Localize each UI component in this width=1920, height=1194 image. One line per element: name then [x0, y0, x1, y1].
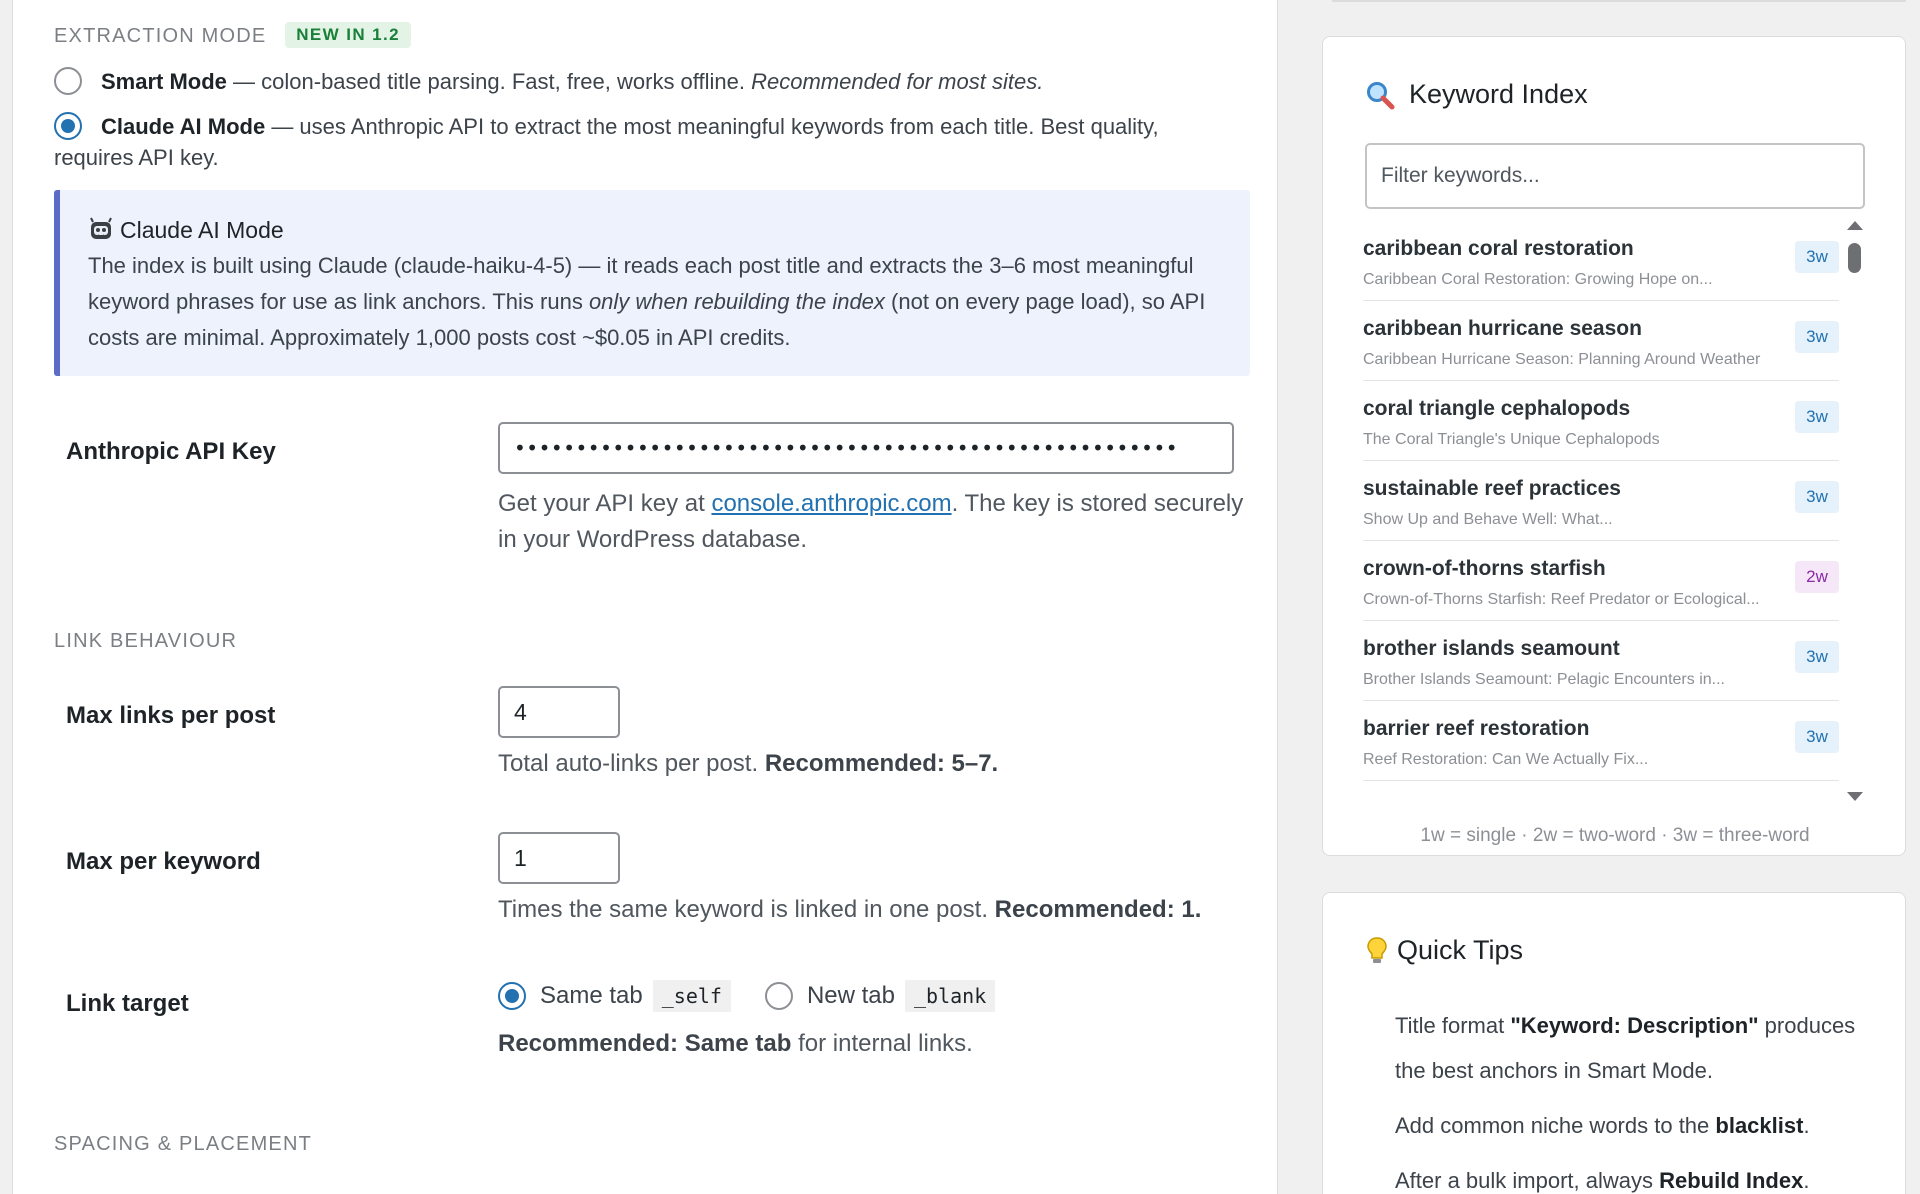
info-box-title [88, 212, 1222, 248]
tip3-pre: After a bulk import, always [1395, 1168, 1660, 1193]
claude-mode-radio[interactable] [54, 112, 82, 140]
same-tab-radio[interactable] [498, 982, 526, 1010]
new-tab-radio[interactable] [765, 982, 793, 1010]
keyword-name: barrier reef restoration [1363, 717, 1590, 740]
link-target-label: Link target [66, 990, 189, 1017]
keyword-word-count-badge: 3w [1795, 641, 1839, 673]
claude-mode-label: Claude AI Mode [101, 114, 266, 139]
keyword-list-item[interactable] [1363, 221, 1839, 301]
console-link[interactable]: console.anthropic.com [711, 490, 952, 517]
link-behaviour-heading: LINK BEHAVIOUR [54, 630, 238, 652]
keyword-name: crown-of-thorns starfish [1363, 557, 1606, 580]
claude-info-box [54, 190, 1250, 376]
scroll-up-arrow-icon[interactable] [1847, 221, 1863, 230]
smart-mode-radio[interactable] [54, 67, 82, 95]
keyword-list-item[interactable] [1363, 621, 1839, 701]
keyword-name: sustainable reef practices [1363, 477, 1621, 500]
new-tab-code: _blank [905, 980, 995, 1012]
claude-mode-desc: — uses Anthropic API to extract the most meaningful keywords from each title. Best quality, [265, 114, 1159, 139]
claude-mode-desc-cont: requires API key. [54, 145, 219, 170]
keyword-source-title: Brother Islands Seamount: Pelagic Encounters in... [1363, 671, 1725, 688]
keyword-word-count-badge: 3w [1795, 721, 1839, 753]
new-tab-option[interactable] [765, 980, 995, 1012]
quick-tips-title-text: Quick Tips [1397, 935, 1524, 965]
quick-tips-card [1322, 892, 1906, 1194]
link-target-options [498, 980, 1029, 1012]
keyword-source-title: Crown-of-Thorns Starfish: Reef Predator or Ecological... [1363, 591, 1760, 608]
api-key-help [498, 486, 1258, 558]
tip3-bold: Rebuild Index [1659, 1168, 1804, 1193]
smart-mode-recommendation: Recommended for most sites. [751, 69, 1044, 94]
info-text-2: (not on every page load), so API costs are minimal. Approximately 1,000 posts cost ~$0.05 in API credits. [88, 289, 1206, 350]
api-help-pre: Get your API key at [498, 490, 712, 517]
max-links-input[interactable]: 4 [498, 686, 620, 738]
keyword-name: caribbean hurricane season [1363, 317, 1642, 340]
same-tab-code: _self [653, 980, 731, 1012]
info-text-1: The index is built using Claude (claude-haiku-4-5) — it reads each post title and extracts the 3–6 most meaningful keyword phrases for use as link anchors. This runs [88, 253, 1194, 314]
keyword-source-title: Show Up and Behave Well: What... [1363, 511, 1613, 528]
keyword-source-title: Reef Restoration: Can We Actually Fix... [1363, 751, 1649, 768]
max-per-keyword-help [498, 892, 1201, 928]
magnifier-icon [1365, 80, 1395, 110]
settings-panel [12, 0, 1278, 1194]
filter-keywords-input[interactable]: Filter keywords... [1365, 143, 1865, 209]
tip1-bold: "Keyword: Description" [1510, 1013, 1759, 1038]
info-box-body [88, 248, 1222, 356]
tip2-post: . [1803, 1113, 1810, 1138]
keyword-word-count-badge: 2w [1795, 561, 1839, 593]
keyword-word-count-badge: 3w [1795, 481, 1839, 513]
link-target-rec: Recommended: Same tab [498, 1030, 792, 1057]
same-tab-option[interactable] [498, 980, 731, 1012]
max-links-help [498, 746, 998, 782]
quick-tips-title [1365, 935, 1523, 966]
same-tab-label: Same tab [540, 982, 643, 1009]
keyword-index-title [1365, 79, 1588, 110]
keyword-index-title-text: Keyword Index [1409, 79, 1588, 109]
scroll-thumb[interactable] [1848, 243, 1861, 273]
smart-mode-desc: — colon-based title parsing. Fast, free, works offline. [226, 69, 752, 94]
max-kw-rec: Recommended: 1. [994, 896, 1202, 923]
keyword-source-title: Caribbean Coral Restoration: Growing Hope on... [1363, 271, 1713, 288]
info-text-emphasis: only when rebuilding the index [588, 289, 885, 314]
smart-mode-label: Smart Mode [101, 69, 227, 94]
keyword-list-scrollbar[interactable] [1843, 221, 1865, 801]
robot-icon [88, 216, 114, 242]
sidebar-divider [1332, 0, 1906, 2]
tips-list [1395, 1003, 1875, 1194]
keyword-source-title: Caribbean Hurricane Season: Planning Around Weather [1363, 351, 1761, 368]
keyword-list-item[interactable] [1363, 381, 1839, 461]
keyword-list-item[interactable] [1363, 701, 1839, 781]
lightbulb-icon [1365, 936, 1389, 966]
keyword-word-count-badge: 3w [1795, 401, 1839, 433]
tip-rebuild [1395, 1158, 1875, 1194]
keyword-name: coral triangle cephalopods [1363, 397, 1631, 420]
keyword-name: brother islands seamount [1363, 637, 1620, 660]
keyword-source-title: The Coral Triangle's Unique Cephalopods [1363, 431, 1660, 448]
tip2-bold: blacklist [1715, 1113, 1804, 1138]
max-per-keyword-label: Max per keyword [66, 848, 261, 875]
tip3-post: . [1803, 1168, 1810, 1193]
keyword-index-card [1322, 36, 1906, 856]
api-help-post: . The key is stored securely [951, 490, 1244, 517]
max-links-rec: Recommended: 5–7. [764, 750, 999, 777]
max-kw-help-text: Times the same keyword is linked in one post. [498, 896, 995, 923]
info-title-text: Claude AI Mode [120, 217, 284, 243]
scroll-down-arrow-icon[interactable] [1847, 792, 1863, 801]
extraction-heading-text: EXTRACTION MODE [54, 25, 267, 47]
new-badge: NEW IN 1.2 [285, 22, 411, 48]
keyword-list-item[interactable] [1363, 461, 1839, 541]
tip-title-format [1395, 1003, 1875, 1093]
badge-legend: 1w = single · 2w = two-word · 3w = three-word [1420, 825, 1810, 846]
max-per-keyword-input[interactable]: 1 [498, 832, 620, 884]
spacing-placement-heading: SPACING & PLACEMENT [54, 1133, 313, 1155]
max-links-label: Max links per post [66, 702, 276, 729]
claude-mode-option[interactable] [54, 111, 1244, 173]
tip2-pre: Add common niche words to the [1395, 1113, 1716, 1138]
api-key-input[interactable]: •••••••••••••••••••••••••••••••••••••••••••••••••••••• [498, 422, 1234, 474]
extraction-mode-heading [54, 22, 411, 48]
keyword-list [1363, 221, 1839, 781]
tip1-post: produces the best anchors in Smart Mode. [1395, 1013, 1856, 1083]
link-target-help-text: for internal links. [791, 1030, 973, 1057]
api-help-line2: in your WordPress database. [498, 526, 808, 553]
max-links-help-text: Total auto-links per post. [498, 750, 765, 777]
new-tab-label: New tab [806, 982, 895, 1009]
keyword-word-count-badge: 3w [1795, 241, 1839, 273]
tip-blacklist [1395, 1103, 1875, 1148]
keyword-list-item[interactable] [1363, 301, 1839, 381]
keyword-list-item[interactable] [1363, 541, 1839, 621]
link-target-help [498, 1026, 973, 1062]
api-key-label: Anthropic API Key [66, 438, 276, 465]
tip1-pre: Title format [1395, 1013, 1511, 1038]
keyword-name: caribbean coral restoration [1363, 237, 1634, 260]
smart-mode-option[interactable] [54, 66, 1244, 97]
keyword-word-count-badge: 3w [1795, 321, 1839, 353]
